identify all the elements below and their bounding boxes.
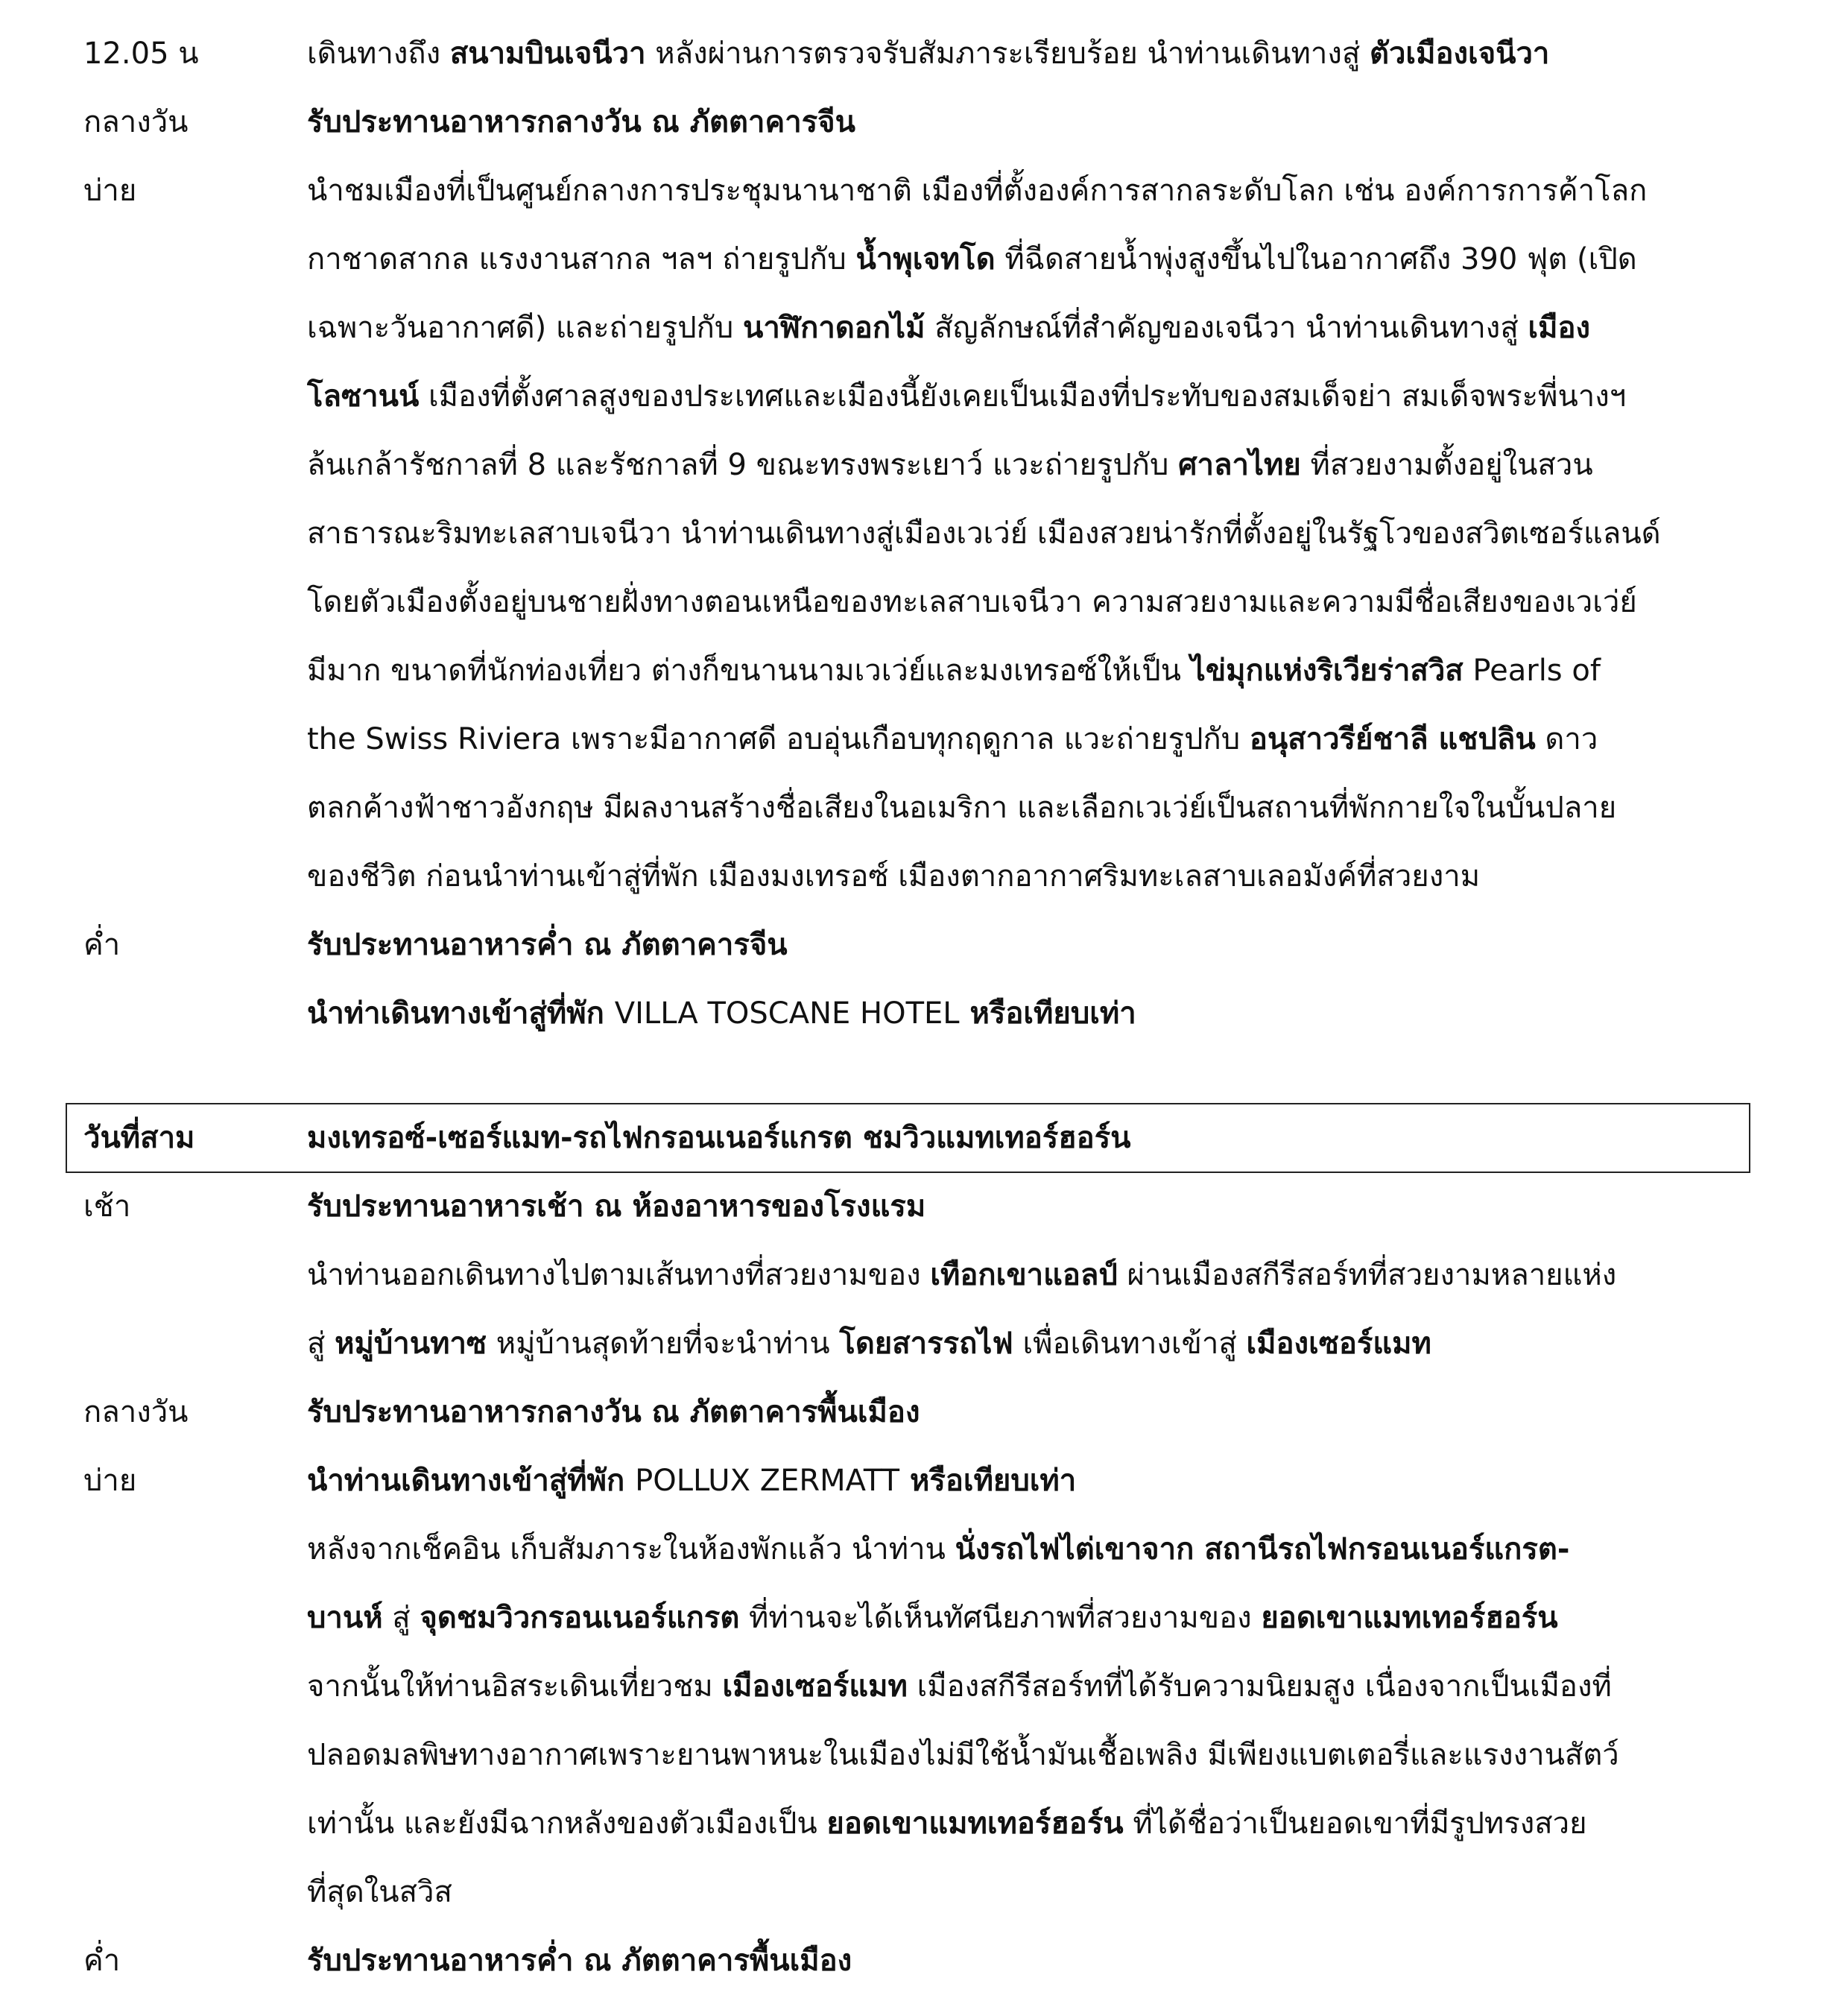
place-name: ยอดเขาแมทเทอร์ฮอร์น bbox=[826, 1806, 1124, 1841]
place-name: จุดชมวิวกรอนเนอร์แกรต bbox=[420, 1601, 740, 1635]
text-segment: หรือเทียบเท่า bbox=[959, 996, 1136, 1031]
text-segment: เท่านั้น และยังมีฉากหลังของตัวเมืองเป็น bbox=[307, 1806, 827, 1841]
place-name: เมืองเซอร์แมท bbox=[722, 1669, 908, 1704]
paragraph-line bbox=[307, 431, 1738, 499]
place-name: โลซานน์ bbox=[307, 379, 420, 414]
paragraph-line bbox=[307, 225, 1738, 294]
activity-text bbox=[307, 19, 1738, 88]
text-segment: ที่สุดในสวิส bbox=[307, 1875, 452, 1909]
day-header-box bbox=[66, 1103, 1750, 1173]
text-segment: กาชาดสากล แรงงานสากล ฯลฯ ถ่ายรูปกับ bbox=[307, 242, 856, 276]
text-segment: สู่ bbox=[382, 1601, 420, 1635]
paragraph-line bbox=[307, 1652, 1738, 1721]
place-name: โดยสารรถไฟ bbox=[839, 1327, 1013, 1361]
text-segment: เมืองสกีรีสอร์ทที่ได้รับความนิยมสูง เนื่องจากเป็นเมืองที่ bbox=[907, 1669, 1612, 1704]
paragraph-line bbox=[307, 1447, 1738, 1515]
text-segment: ที่ได้ชื่อว่าเป็นยอดเขาที่มีรูปทรงสวย bbox=[1123, 1806, 1587, 1841]
place-name: ศาลาไทย bbox=[1178, 448, 1301, 482]
text-segment: สัญลักษณ์ที่สำคัญของเจนีวา นำท่านเดินทางสู่ bbox=[925, 311, 1528, 345]
text-segment: มีมาก ขนาดที่นักท่องเที่ยว ต่างก็ขนานนามเวเว่ย์และมงเทรอซ์ให้เป็น bbox=[307, 654, 1191, 688]
time-label: กลางวัน bbox=[83, 1395, 189, 1429]
time-label: เช้า bbox=[83, 1189, 131, 1224]
text-segment: โดยตัวเมืองตั้งอยู่บนชายฝั่งทางตอนเหนือของทะเลสาบเจนีวา ความสวยงามและความมีชื่อเสียงของเวเว่ย์ bbox=[307, 585, 1637, 619]
activity-paragraph bbox=[307, 1172, 1738, 1378]
text-segment: ที่ท่านจะได้เห็นทัศนียภาพที่สวยงามของ bbox=[739, 1601, 1262, 1635]
text-segment: นำท่านเดินทางเข้าสู่ที่พัก bbox=[307, 1464, 636, 1498]
place-name: เมือง bbox=[1528, 311, 1591, 345]
time-label: ค่ำ bbox=[83, 1944, 121, 1978]
paragraph-line bbox=[307, 1789, 1738, 1858]
paragraph-line bbox=[307, 156, 1738, 225]
place-name: หมู่บ้านทาซ bbox=[335, 1327, 487, 1361]
text-segment: the Swiss Riviera เพราะมีอากาศดี อบอุ่นเกือบทุกฤดูกาล แวะถ่ายรูปกับ bbox=[307, 722, 1250, 756]
text-segment: ผ่านเมืองสกีรีสอร์ทที่สวยงามหลายแห่ง bbox=[1117, 1258, 1617, 1292]
paragraph-line bbox=[307, 499, 1738, 568]
text-segment: ตลกค้างฟ้าชาวอังกฤษ มีผลงานสร้างชื่อเสียงในอเมริกา และเลือกเวเว่ย์เป็นสถานที่พักกายใจในบั้นปลาย bbox=[307, 791, 1617, 825]
text-segment: หรือเทียบเท่า bbox=[899, 1464, 1077, 1498]
text-segment: ที่สวยงามตั้งอยู่ในสวน bbox=[1300, 448, 1593, 482]
text-segment: ของชีวิต ก่อนนำท่านเข้าสู่ที่พัก เมืองมงเทรอซ์ เมืองตากอากาศริมทะเลสาบเลอมังค์ที่สวยงาม bbox=[307, 859, 1481, 894]
place-name: เทือกเขาแอลป์ bbox=[930, 1258, 1118, 1292]
paragraph-line bbox=[307, 568, 1738, 636]
text-segment: หลังจากเช็คอิน เก็บสัมภาระในห้องพักแล้ว นำท่าน bbox=[307, 1532, 955, 1566]
meal-paragraph bbox=[307, 911, 1738, 1048]
activity-paragraph bbox=[307, 1447, 1738, 1926]
text-segment: ปลอดมลพิษทางอากาศเพราะยานพาหนะในเมืองไม่มีใช้น้ำมันเชื้อเพลิง มีเพียงแบตเตอรี่และแรงงานสัตว์ bbox=[307, 1738, 1619, 1772]
text-segment: สาธารณะริมทะเลสาบเจนีวา นำท่านเดินทางสู่เมืองเวเว่ย์ เมืองสวยน่ารักที่ตั้งอยู่ในรัฐโวของสวิตเซอร์แลนด์ bbox=[307, 516, 1661, 551]
meal-text: รับประทานอาหารกลางวัน ณ ภัตตาคารจีน bbox=[307, 105, 855, 139]
text-segment: หลังผ่านการตรวจรับสัมภาระเรียบร้อย นำท่านเดินทางสู่ bbox=[645, 37, 1370, 71]
paragraph-line bbox=[307, 1515, 1738, 1584]
text-segment: เมืองที่ตั้งศาลสูงของประเทศและเมืองนี้ยังเคยเป็นเมืองที่ประทับของสมเด็จย่า สมเด็จพระพี่นางฯ bbox=[419, 379, 1627, 414]
place-name: เมืองเซอร์แมท bbox=[1246, 1327, 1431, 1361]
place-name: ยอดเขาแมทเทอร์ฮอร์น bbox=[1261, 1601, 1558, 1635]
paragraph-line bbox=[307, 294, 1738, 362]
paragraph-line bbox=[307, 1858, 1738, 1926]
paragraph-line bbox=[307, 979, 1738, 1048]
paragraph-line bbox=[307, 1172, 1738, 1241]
time-label: กลางวัน bbox=[83, 105, 189, 139]
meal-text: รับประทานอาหารค่ำ ณ ภัตตาคารจีน bbox=[307, 928, 788, 962]
hotel-name: VILLA TOSCANE HOTEL bbox=[614, 996, 960, 1031]
place-name: นาฬิกาดอกไม้ bbox=[742, 311, 925, 345]
paragraph-line bbox=[307, 1584, 1738, 1652]
paragraph-line bbox=[307, 774, 1738, 842]
text-segment: เดินทางถึง bbox=[307, 37, 450, 71]
day-label: วันที่สาม bbox=[83, 1121, 195, 1155]
text-segment: นำท่าเดินทางเข้าสู่ที่พัก bbox=[307, 996, 615, 1031]
day-title: มงเทรอซ์-เซอร์แมท-รถไฟกรอนเนอร์แกรต ชมวิวแมทเทอร์ฮอร์น bbox=[307, 1121, 1131, 1155]
paragraph-line bbox=[307, 705, 1738, 774]
place-name: นั่งรถไฟไต่เขาจาก สถานีรถไฟกรอนเนอร์แกรต- bbox=[955, 1532, 1570, 1566]
paragraph-line bbox=[307, 911, 1738, 979]
time-label: 12.05 น bbox=[83, 37, 199, 71]
time-label: บ่าย bbox=[83, 174, 137, 208]
place-name: อนุสาวรีย์ชาลี แชปลิน bbox=[1249, 722, 1536, 756]
text-segment: หมู่บ้านสุดท้ายที่จะนำท่าน bbox=[487, 1327, 840, 1361]
time-label: ค่ำ bbox=[83, 928, 121, 962]
text-segment: นำท่านออกเดินทางไปตามเส้นทางที่สวยงามของ bbox=[307, 1258, 931, 1292]
place-name: บานห์ bbox=[307, 1601, 383, 1635]
meal-text: รับประทานอาหารค่ำ ณ ภัตตาคารพื้นเมือง bbox=[307, 1944, 852, 1978]
text-segment: สู่ bbox=[307, 1327, 335, 1361]
paragraph-line bbox=[307, 1241, 1738, 1309]
paragraph-line bbox=[307, 636, 1738, 705]
paragraph-line bbox=[307, 1721, 1738, 1789]
meal-text: รับประทานอาหารกลางวัน ณ ภัตตาคารพื้นเมือง bbox=[307, 1395, 920, 1429]
text-segment: ล้นเกล้ารัชกาลที่ 8 และรัชกาลที่ 9 ขณะทรงพระเยาว์ แวะถ่ายรูปกับ bbox=[307, 448, 1179, 482]
text-segment: จากนั้นให้ท่านอิสระเดินเที่ยวชม bbox=[307, 1669, 723, 1704]
text-segment: เพื่อเดินทางเข้าสู่ bbox=[1013, 1327, 1247, 1361]
text-segment: Pearls of bbox=[1463, 654, 1601, 688]
paragraph-line bbox=[307, 842, 1738, 911]
text-segment: นำชมเมืองที่เป็นศูนย์กลางการประชุมนานาชาติ เมืองที่ตั้งองค์การสากลระดับโลก เช่น องค์การการค้าโลก bbox=[307, 174, 1648, 208]
text-segment: เฉพาะวันอากาศดี) และถ่ายรูปกับ bbox=[307, 311, 743, 345]
text-segment: ที่ฉีดสายน้ำพุ่งสูงขึ้นไปในอากาศถึง 390 ฟุต (เปิด bbox=[995, 242, 1637, 276]
time-label: บ่าย bbox=[83, 1464, 137, 1498]
place-name: ไข่มุกแห่งริเวียร่าสวิส bbox=[1190, 654, 1463, 688]
text-segment: ดาว bbox=[1535, 722, 1598, 756]
place-name: สนามบินเจนีวา bbox=[449, 37, 646, 71]
meal-text: รับประทานอาหารเช้า ณ ห้องอาหารของโรงแรม bbox=[307, 1189, 926, 1224]
place-name: ตัวเมืองเจนีวา bbox=[1369, 37, 1550, 71]
place-name: น้ำพุเจทโด bbox=[855, 242, 996, 276]
activity-paragraph bbox=[307, 156, 1738, 911]
hotel-name: POLLUX ZERMATT bbox=[635, 1464, 900, 1498]
paragraph-line bbox=[307, 362, 1738, 431]
paragraph-line bbox=[307, 1309, 1738, 1378]
